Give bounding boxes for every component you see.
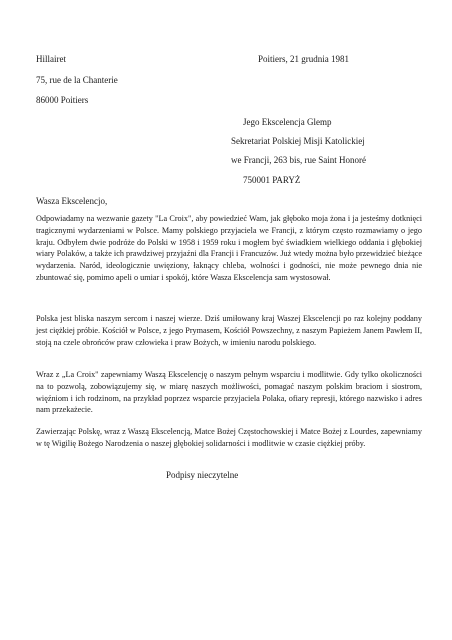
- signature: Podpisy nieczytelne: [166, 470, 239, 480]
- paragraph-1: Odpowiadamy na wezwanie gazety "La Croix", aby powiedzieć Wam, jak głęboko moja żona i ja jesteśmy dotknięci tragicznymi wydarzeniami w Polsce. Mamy polskiego przyjaciela we Francji, z którym często rozmawiamy o jego kraju. Odbyłem dwie podróże do Polski w 1958 i 1959 roku i mogłem być świadkiem wielkiego oddania i głębokiej wiary Polaków, a także ich prawdziwej przyjaźni dla Francji i Francuzów. Już wtedy można było przewidzieć bieżące wydarzenia. Naród, ideologicznie uwięziony, łaknący chleba, wolności i godności, nie może pewnego dnia nie zbuntować się, pomimo apeli o umiar i spokój, które Wasza Ekscelencja sam wystosował.: [36, 214, 422, 282]
- recipient-line-1: Jego Ekscelencja Glemp: [243, 117, 332, 127]
- sender-city: 86000 Poitiers: [36, 95, 89, 105]
- place-date: Poitiers, 21 grudnia 1981: [258, 54, 349, 64]
- recipient-line-3: we Francji, 263 bis, rue Saint Honoré: [231, 155, 366, 165]
- paragraph-4: Zawierzając Polskę, wraz z Waszą Ekscelencją, Matce Bożej Częstochowskiej i Matce Bożej z Lourdes, zapewniamy w tę Wigilię Bożego Narodzenia o naszej głębokiej solidarności i modlitwie w czasie ciężkiej próby.: [36, 427, 422, 448]
- sender-name: Hillairet: [36, 54, 66, 64]
- salutation: Wasza Ekscelencjo,: [36, 196, 108, 206]
- recipient-line-4: 750001 PARYŻ: [243, 175, 301, 185]
- recipient-line-2: Sekretariat Polskiej Misji Katolickiej: [231, 136, 365, 146]
- paragraph-3: Wraz z „La Croix" zapewniamy Waszą Ekscelencję o naszym pełnym wsparciu i modlitwie. Gdy tylko okoliczności na to pozwolą, zobowiązujemy się, w miarę naszych możliwości, pomagać naszym polskim braciom i siostrom, więźniom i ich rodzinom, na przykład poprzez wsparcie przyjaciela Polaka, ofiary represji, którego nazwisko i adres nam przekażecie.: [36, 370, 422, 415]
- sender-street: 75, rue de la Chanterie: [36, 75, 118, 85]
- paragraph-2: Polska jest bliska naszym sercom i naszej wierze. Dziś umiłowany kraj Waszej Ekscelencji po raz kolejny poddany jest ciężkiej próbie. Kościół w Polsce, z jego Prymasem, Kościół Powszechny, z naszym Papieżem Janem Pawłem II, stoją na czele obrońców praw człowieka i praw Bożych, w imieniu narodu polskiego.: [36, 314, 422, 347]
